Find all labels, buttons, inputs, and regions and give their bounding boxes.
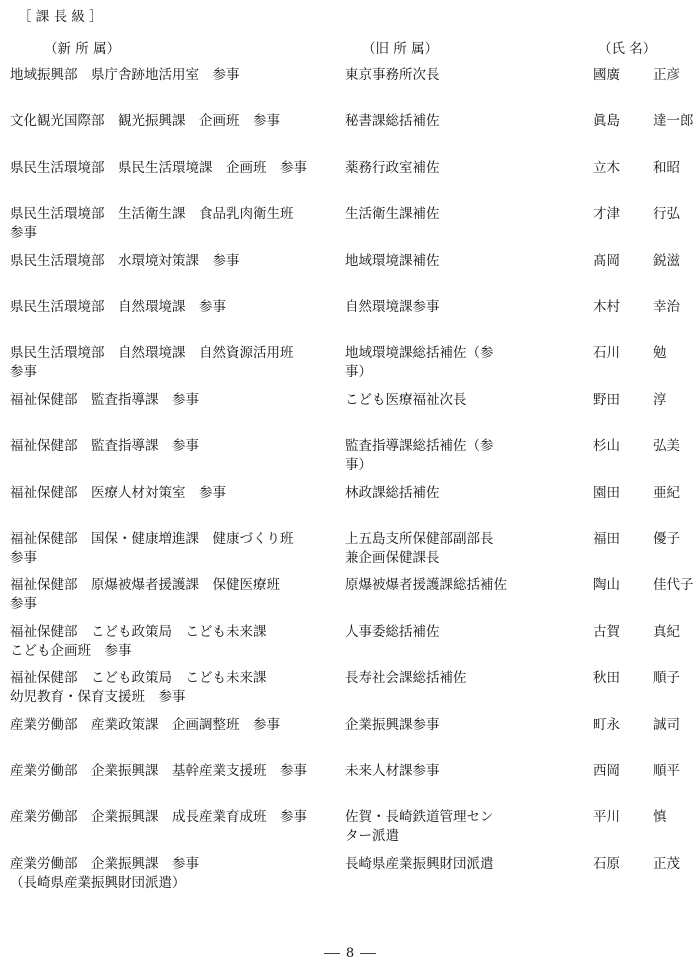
table-row — [0, 112, 700, 158]
given-name: 鋭滋 — [653, 252, 680, 269]
surname: 陶山 — [593, 577, 620, 594]
surname: 平川 — [593, 809, 620, 826]
surname: 杉山 — [593, 438, 620, 455]
old-department: 原爆被爆者援護課総括補佐 — [345, 577, 507, 594]
given-name: 正茂 — [653, 855, 680, 872]
given-name: 佳代子 — [653, 577, 694, 594]
old-department: 薬務行政室補佐 — [345, 159, 440, 176]
old-department: 生活衛生課補佐 — [345, 206, 440, 223]
surname: 才津 — [593, 206, 620, 223]
surname: 髙岡 — [593, 252, 620, 269]
table-row — [0, 576, 700, 622]
given-name: 誠司 — [653, 716, 680, 733]
table-row — [0, 669, 700, 715]
old-department: 地域環境課補佐 — [345, 252, 440, 269]
surname: 立木 — [593, 159, 620, 176]
given-name: 亜紀 — [653, 484, 680, 501]
given-name: 慎 — [653, 809, 667, 826]
old-department: 地域環境課総括補佐（参 事） — [345, 345, 494, 381]
old-department: 人事委総括補佐 — [345, 623, 440, 640]
given-name: 幸治 — [653, 299, 680, 315]
header-new-department: （新 所 属） — [44, 41, 121, 57]
old-department: 林政課総括補佐 — [345, 484, 440, 501]
header-name: （氏 名） — [598, 41, 657, 57]
new-department: 産業労働部 産業政策課 企画調整班 参事 — [10, 716, 280, 733]
surname: 古賀 — [593, 623, 620, 640]
given-name: 淳 — [653, 391, 667, 408]
new-department: 福祉保健部 原爆被爆者援護課 保健医療班 参事 — [10, 577, 280, 613]
old-department: こども医療福祉次長 — [345, 391, 467, 408]
new-department: 福祉保健部 監査指導課 参事 — [10, 391, 199, 408]
surname: 福田 — [593, 531, 620, 547]
given-name: 正彦 — [653, 67, 680, 83]
section-label: ［ 課 長 級 ］ — [18, 9, 103, 25]
table-row — [0, 298, 700, 344]
surname: 園田 — [593, 484, 620, 501]
new-department: 福祉保健部 監査指導課 参事 — [10, 438, 199, 455]
table-row — [0, 716, 700, 762]
table-row — [0, 344, 700, 390]
old-department: 企業振興課参事 — [345, 716, 440, 733]
surname: 木村 — [593, 299, 620, 315]
given-name: 行弘 — [653, 206, 680, 223]
table-row — [0, 623, 700, 669]
given-name: 順子 — [653, 670, 680, 687]
given-name: 優子 — [653, 531, 680, 547]
old-department: 長崎県産業振興財団派遣 — [345, 855, 494, 872]
given-name: 順平 — [653, 763, 680, 779]
old-department: 自然環境課参事 — [345, 299, 440, 315]
table-row — [0, 437, 700, 483]
table-row — [0, 855, 700, 901]
table-row — [0, 66, 700, 112]
new-department: 産業労働部 企業振興課 基幹産業支援班 参事 — [10, 763, 307, 779]
given-name: 和昭 — [653, 159, 680, 176]
old-department: 東京事務所次長 — [345, 67, 440, 83]
surname: 石原 — [593, 855, 620, 872]
surname: 秋田 — [593, 670, 620, 687]
old-department: 長寿社会課総括補佐 — [345, 670, 467, 687]
new-department: 県民生活環境部 自然環境課 参事 — [10, 299, 226, 315]
new-department: 福祉保健部 こども政策局 こども未来課 こども企画班 参事 — [10, 623, 267, 659]
new-department: 福祉保健部 国保・健康増進課 健康づくり班 参事 — [10, 531, 294, 566]
table-row — [0, 808, 700, 854]
given-name: 真紀 — [653, 623, 680, 640]
new-department: 福祉保健部 こども政策局 こども未来課 幼児教育・保育支援班 参事 — [10, 670, 267, 706]
header-old-department: （旧 所 属） — [362, 41, 439, 57]
surname: 町永 — [593, 716, 620, 733]
surname: 西岡 — [593, 763, 620, 779]
new-department: 県民生活環境部 県民生活環境課 企画班 参事 — [10, 159, 307, 176]
new-department: 福祉保健部 医療人材対策室 参事 — [10, 484, 226, 501]
surname: 國廣 — [593, 67, 620, 83]
new-department: 産業労働部 企業振興課 成長産業育成班 参事 — [10, 809, 307, 826]
table-row — [0, 252, 700, 298]
new-department: 地域振興部 県庁舎跡地活用室 参事 — [10, 67, 240, 83]
old-department: 未来人材課参事 — [345, 763, 440, 779]
table-row — [0, 205, 700, 251]
new-department: 県民生活環境部 水環境対策課 参事 — [10, 252, 240, 269]
old-department: 秘書課総括補佐 — [345, 113, 440, 130]
surname: 野田 — [593, 391, 620, 408]
table-row — [0, 159, 700, 205]
old-department: 監査指導課総括補佐（参 事） — [345, 438, 494, 474]
surname: 眞島 — [593, 113, 620, 130]
table-row — [0, 484, 700, 530]
given-name: 弘美 — [653, 438, 680, 455]
given-name: 勉 — [653, 345, 667, 362]
page-footer — [0, 944, 700, 963]
table-row — [0, 530, 700, 576]
table-row — [0, 391, 700, 437]
page-number: 8 — [345, 946, 355, 961]
new-department: 産業労働部 企業振興課 参事 （長崎県産業振興財団派遣） — [10, 855, 199, 891]
footer-dash-right — [360, 953, 376, 954]
footer-dash-left — [324, 953, 340, 954]
given-name: 達一郎 — [653, 113, 694, 130]
old-department: 上五島支所保健部副部長 兼企画保健課長 — [345, 531, 494, 566]
surname: 石川 — [593, 345, 620, 362]
new-department: 県民生活環境部 生活衛生課 食品乳肉衛生班 参事 — [10, 206, 294, 242]
new-department: 県民生活環境部 自然環境課 自然資源活用班 参事 — [10, 345, 294, 381]
table-row — [0, 762, 700, 808]
old-department: 佐賀・長崎鉄道管理セン ター派遣 — [345, 809, 494, 845]
new-department: 文化観光国際部 観光振興課 企画班 参事 — [10, 113, 280, 130]
